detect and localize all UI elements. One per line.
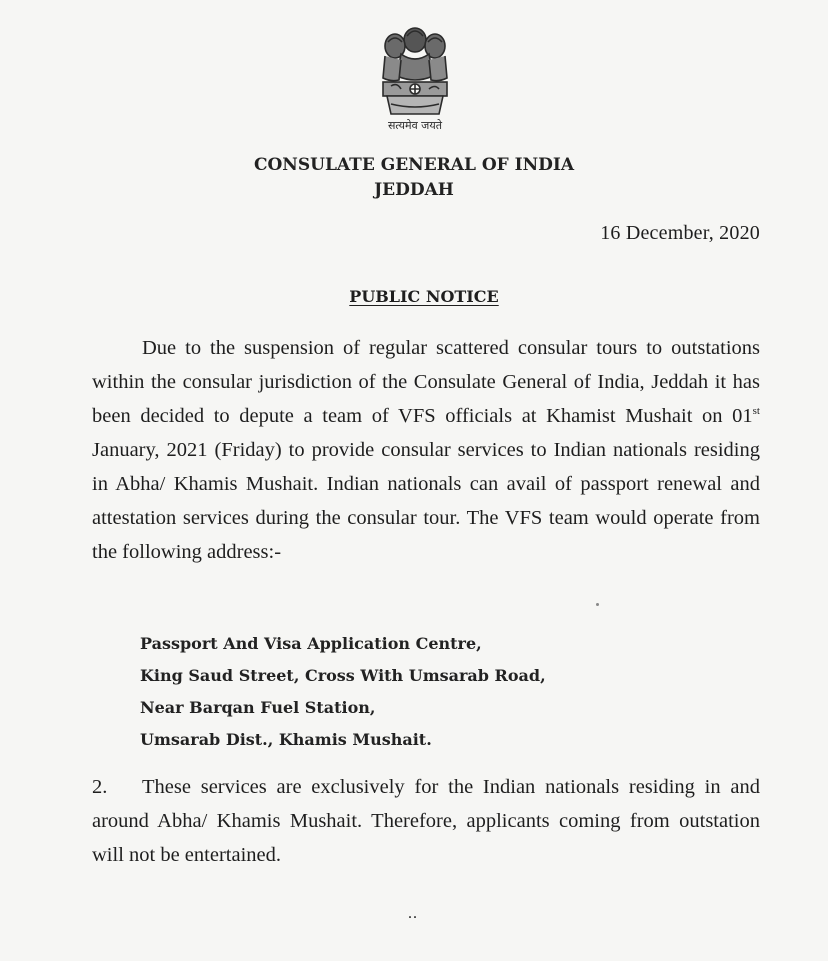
scan-speck: [596, 603, 599, 606]
address-line: Near Barqan Fuel Station,: [140, 698, 376, 717]
vfs-address-block: [140, 628, 546, 756]
notice-paragraph-1: [92, 331, 760, 569]
ordinal-suffix: st: [752, 405, 760, 417]
emblem-motto: सत्यमेव जयते: [387, 119, 442, 132]
address-line: King Saud Street, Cross With Umsarab Road,: [140, 666, 546, 685]
paragraph-2-text: These services are exclusively for the Indian nationals residing in and around Abha/ Khamis Mushait. Therefore, applicants coming from outstation will not be entertained.: [92, 776, 760, 866]
notice-paragraph-2: [92, 770, 760, 872]
paragraph-1-text-b: January, 2021 (Friday) to provide consular services to Indian nationals residing in Abha/ Khamis Mushait. Indian nationals can avail of passport renewal and attestation services during the consular tour. The VFS team would operate from the following address:-: [92, 439, 760, 563]
notice-title: PUBLIC NOTICE: [349, 287, 499, 306]
address-line: Umsarab Dist., Khamis Mushait.: [140, 730, 432, 749]
notice-date: 16 December, 2020: [600, 222, 760, 244]
address-line: Passport And Visa Application Centre,: [140, 634, 482, 653]
office-name: CONSULATE GENERAL OF INDIA: [253, 155, 575, 175]
state-emblem-icon: [373, 22, 457, 118]
office-city: JEDDAH: [374, 180, 454, 200]
paragraph-1-text-a: Due to the suspension of regular scattered consular tours to outstations within the consular jurisdiction of the Consulate General of India, Jeddah it has been decided to depute a team of VFS officials at Khamist Mushait on 01: [92, 337, 760, 427]
paragraph-number: 2.: [92, 776, 108, 798]
continuation-marker: ..: [408, 905, 418, 922]
